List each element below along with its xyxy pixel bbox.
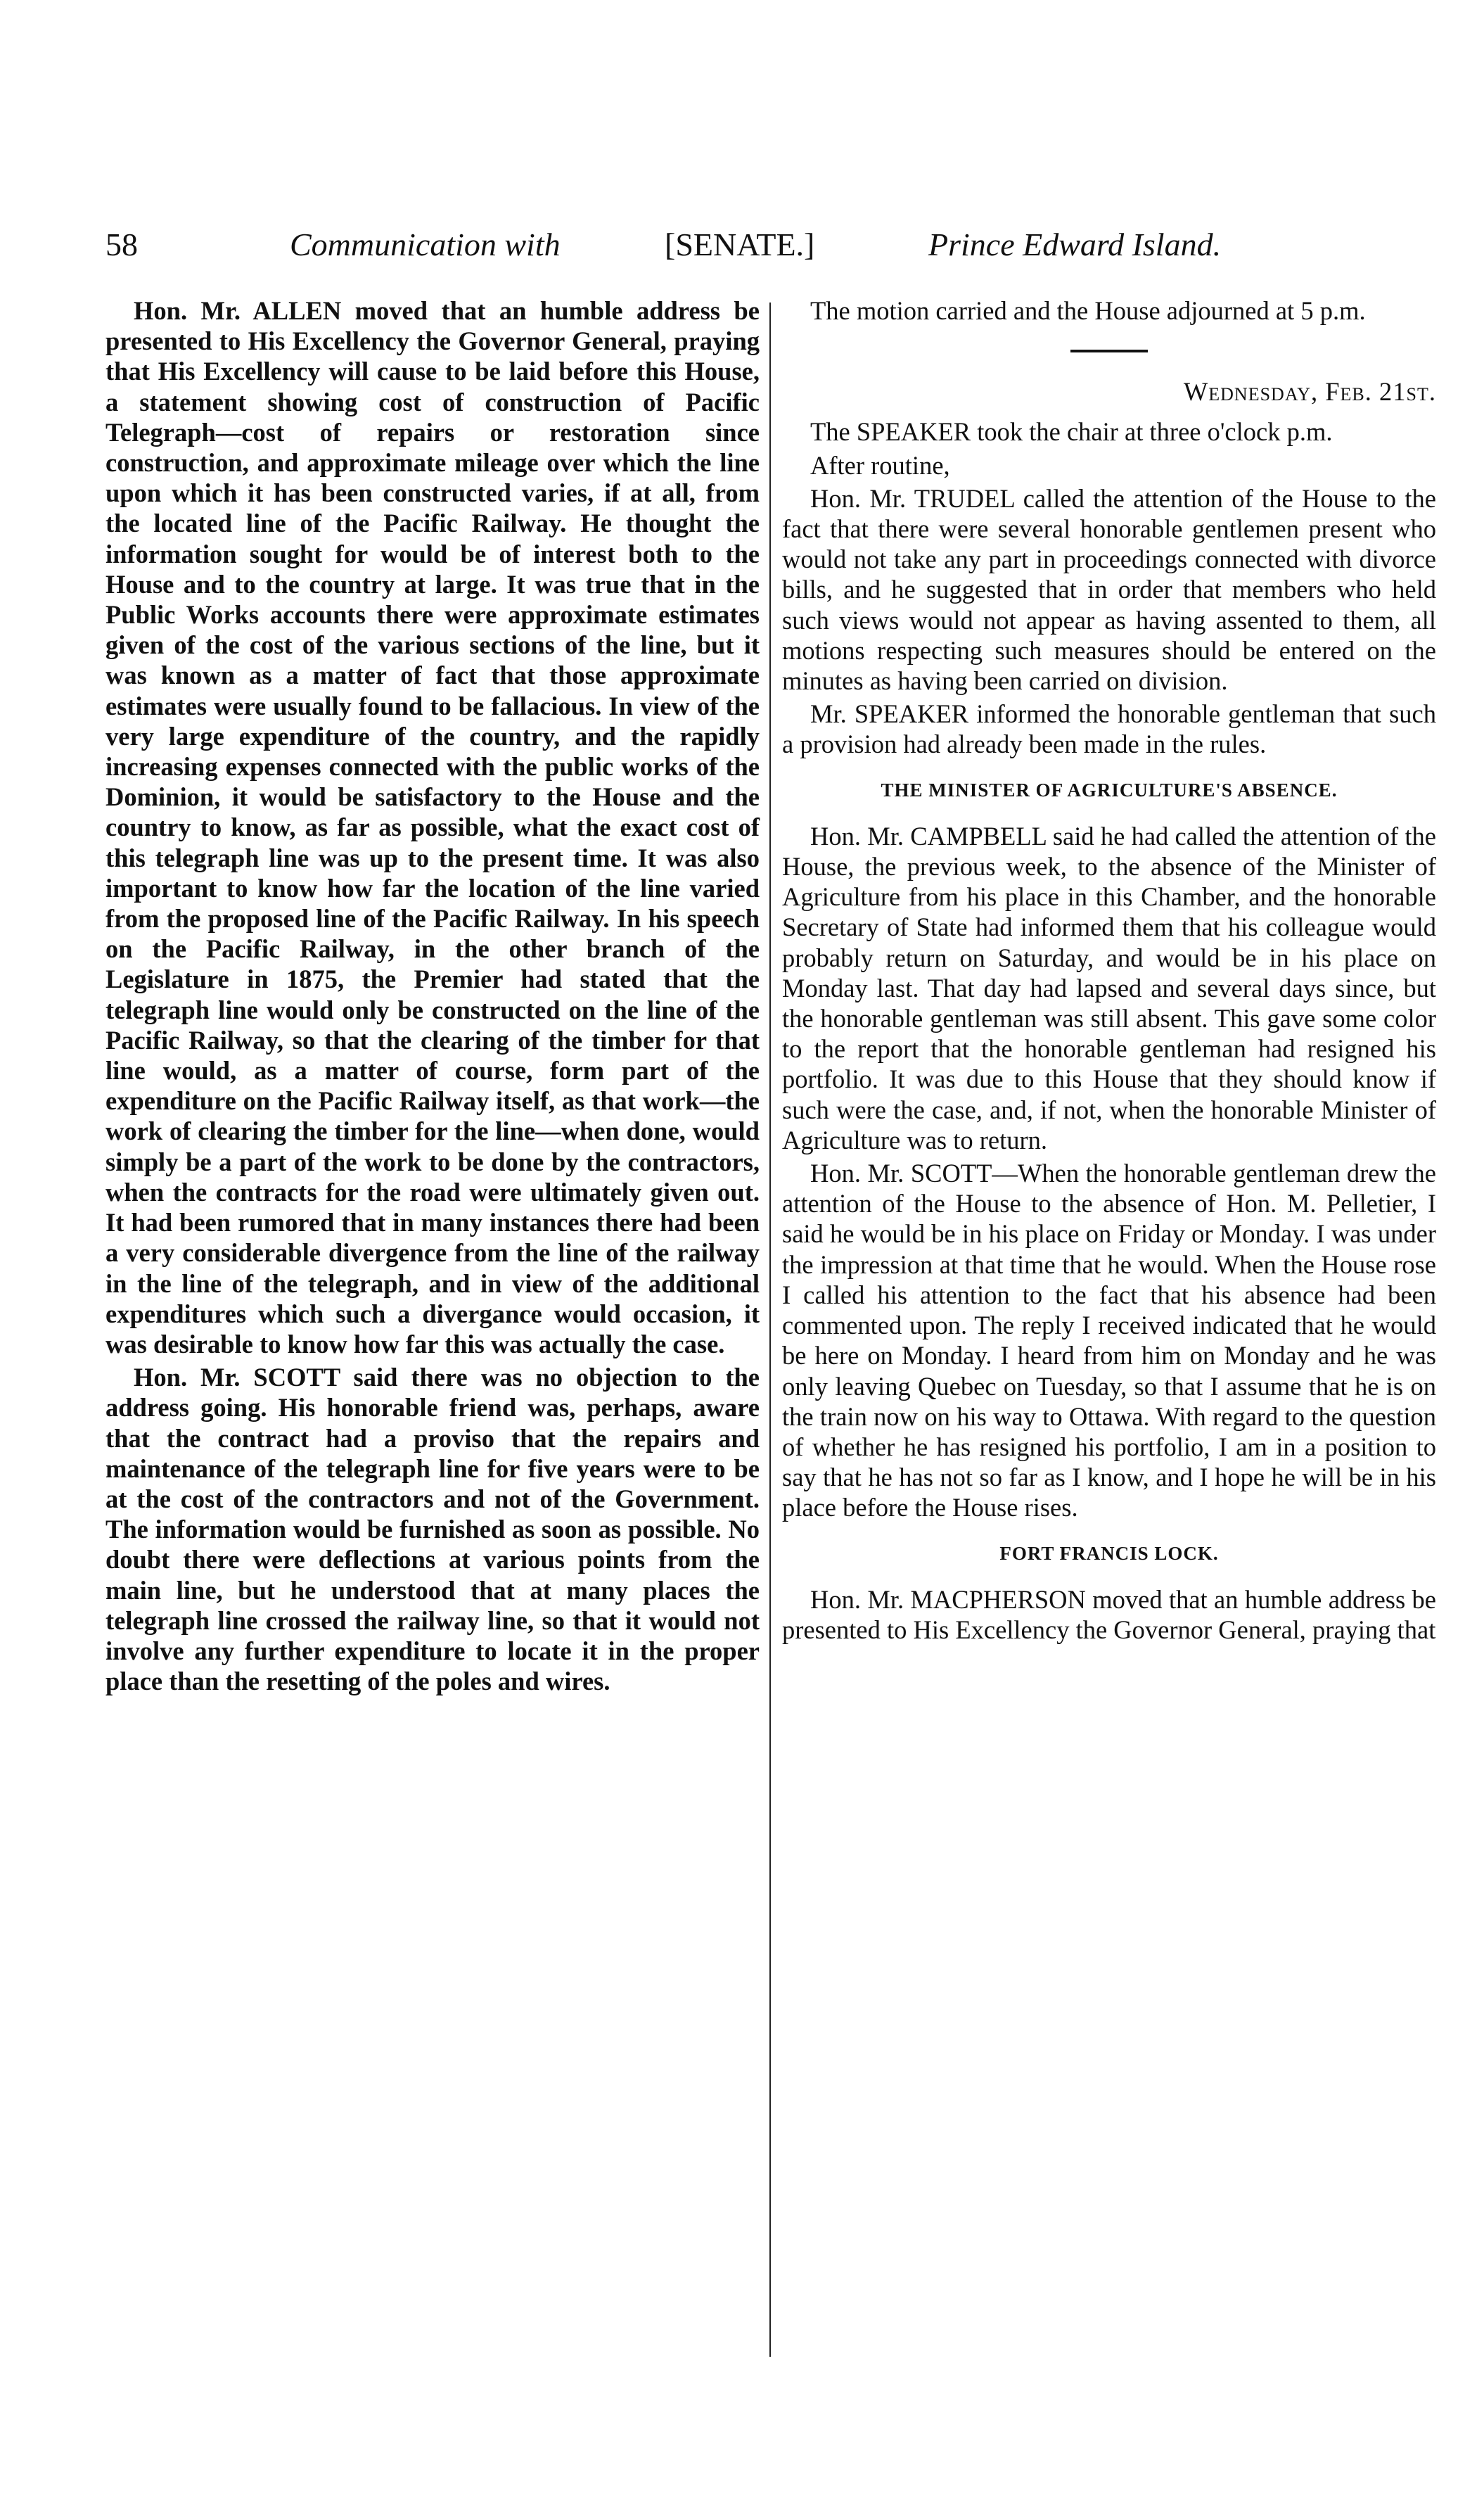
header-left-title: Communication with <box>290 227 561 262</box>
trudel-paragraph: Hon. Mr. TRUDEL called the attention of the House to the fact that there were several honorable gentlemen present who would not take any part in proceedings connected with divorce bills, and he suggested that in order that members who held such views would not appear as having assented to them, all motions respecting such measures should be entered on the minutes as having been carried on division. <box>782 483 1436 696</box>
section-rule <box>1070 350 1148 352</box>
motion-result-paragraph: The motion carried and the House adjourned at 5 p.m. <box>810 296 1366 325</box>
scott-reply-paragraph: Hon. Mr. SCOTT said there was no objection to the address going. His honorable friend was, perhaps, aware that the contract had a proviso that the repairs and maintenance of the telegraph line for five years were to be at the cost of the contractors and not of the Government. The information would be furnished as soon as possible. No doubt there were deflections at various points from the main line, but he understood that at many places the telegraph line crossed the railway line, so that it would not involve any further expenditure to locate it in the proper place than the resetting of the poles and wires. <box>105 1363 760 1696</box>
right-column <box>782 295 1436 1648</box>
page-header <box>105 224 1350 266</box>
column-divider <box>769 303 771 2357</box>
dateline: Wednesday, Feb. 21st. <box>1183 377 1436 407</box>
header-right-title: Prince Edward Island. <box>928 227 1222 262</box>
speaker-reply-paragraph: Mr. SPEAKER informed the honorable gentleman that such a provision had already been made in the rules. <box>782 699 1436 759</box>
after-routine-paragraph: After routine, <box>810 450 950 480</box>
allen-motion-paragraph: Hon. Mr. ALLEN moved that an humble address be presented to His Excellency the Governor General, praying that His Excellency will cause to be laid before this House, a statement showing cost of construction of Pacific Telegraph—cost of repairs or restoration since construction, and approximate mileage over which the line upon which it has been constructed varies, if at all, from the located line of the Pacific Railway. He thought the information sought for would be of interest both to the House and to the country at large. It was true that in the Public Works accounts there were approximate estimates given of the cost of the various sections of the line, but it was known as a matter of fact that those approximate estimates were usually found to be fallacious. In view of the very large expenditure of the country, and the rapidly increasing expenses connected with the public works of the Dominion, it would be satisfactory to the House and the country to know, as far as possible, what the exact cost of this telegraph line was up to the present time. It was also important to know how far the location of the line varied from the proposed line of the Pacific Railway. In his speech on the Pacific Railway, in the other branch of the Legislature in 1875, the Premier had stated that the telegraph line would only be constructed on the line of the Pacific Railway, so that the clearing of the timber for that line would, as a matter of course, form part of the expenditure on the Pacific Railway itself, as that work—the work of clearing the timber for the line—when done, would simply be a part of the work to be done by the contractors, when the contracts for the road were ultimately given out. It had been rumored that in many instances there had been a very considerable divergence from the line of the railway in the line of the telegraph, and in view of the additional expenditures which such a divergance would occasion, it was desirable to know how far this was actually the case. <box>105 296 760 1358</box>
speaker-chair-paragraph: The SPEAKER took the chair at three o'clock p.m. <box>810 417 1333 447</box>
scott-answer-paragraph: Hon. Mr. SCOTT—When the honorable gentleman drew the attention of the House to the absence of Hon. M. Pelletier, I said he would be in his place on Friday or Monday. I was under the impression at that time that he would. When the House rose I called his attention to the fact that his absence had been commented upon. The reply I received indicated that he would be here on Monday. I heard from him on Monday and he was only leaving Quebec on Tuesday, so that I assume that he is on the train now on his way to Ottawa. With regard to the question of whether he has resigned his portfolio, I am in a position to say that he has not so far as I know, and I hope he will be in his place before the House rises. <box>782 1159 1436 1522</box>
section-heading-minister-absence: THE MINISTER OF AGRICULTURE'S ABSENCE. <box>881 779 1338 801</box>
header-center-title: [SENATE.] <box>665 227 815 262</box>
left-column <box>105 295 760 1699</box>
macpherson-paragraph: Hon. Mr. MACPHERSON moved that an humble address be presented to His Excellency the Governor General, praying that <box>782 1584 1436 1644</box>
section-heading-fort-francis-lock: FORT FRANCIS LOCK. <box>999 1542 1219 1564</box>
campbell-paragraph: Hon. Mr. CAMPBELL said he had called the attention of the House, the previous week, to the absence of the Minister of Agriculture from his place in this Chamber, and the honorable Secretary of State had informed them that his colleague would probably return on Saturday, and would be in his place on Monday last. That day had lapsed and several days since, but the honorable gentleman was still absent. This gave some color to the report that the honorable gentleman had resigned his portfolio. It was due to this House that they should know if such were the case, and, if not, when the honorable Minister of Agriculture was to return. <box>782 821 1436 1154</box>
page-number: 58 <box>105 227 138 262</box>
